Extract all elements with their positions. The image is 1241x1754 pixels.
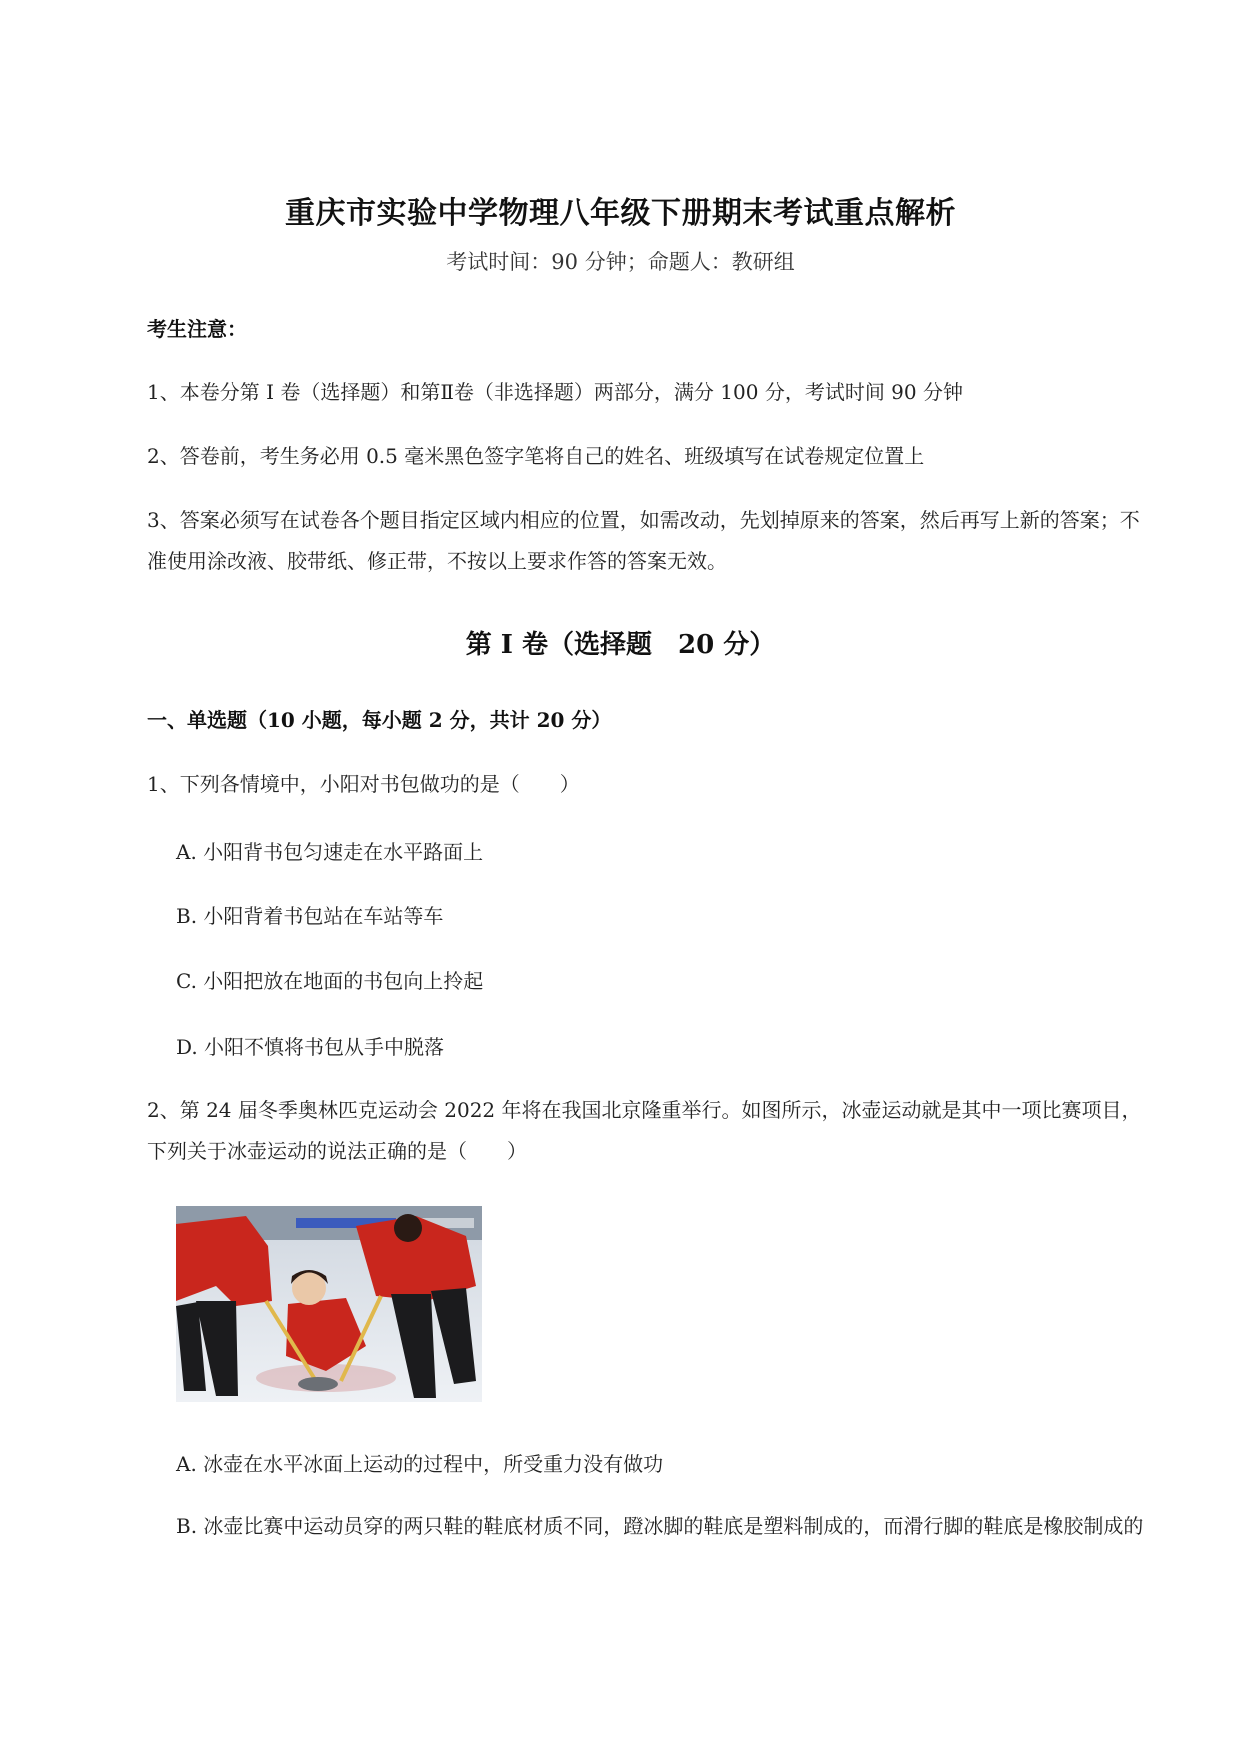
exam-subtitle: 考试时间：90 分钟；命题人：教研组 bbox=[446, 250, 795, 274]
question-1-stem: 1、下列各情境中，小阳对书包做功的是（ ） bbox=[147, 772, 580, 796]
question-1-option-a: A. 小阳背书包匀速走在水平路面上 bbox=[176, 840, 484, 864]
question-1-option-c: C. 小阳把放在地面的书包向上拎起 bbox=[176, 969, 484, 993]
notice-item-2: 2、答卷前，考生务必用 0.5 毫米黑色签字笔将自己的姓名、班级填写在试卷规定位置上 bbox=[147, 444, 925, 468]
exam-title: 重庆市实验中学物理八年级下册期末考试重点解析 bbox=[285, 196, 956, 231]
question-2-stem: 2、第 24 届冬季奥林匹克运动会 2022 年将在我国北京隆重举行。如图所示，冰壶运动就是其中一项比赛项目，下列关于冰壶运动的说法正确的是（ ） bbox=[147, 1098, 1142, 1163]
question-2-option-a: A. 冰壶在水平冰面上运动的过程中，所受重力没有做功 bbox=[176, 1452, 664, 1476]
question-1-option-d: D. 小阳不慎将书包从手中脱落 bbox=[176, 1035, 445, 1059]
notice-heading: 考生注意： bbox=[147, 317, 247, 341]
question-2-option-b: B. 冰壶比赛中运动员穿的两只鞋的鞋底材质不同，蹬冰脚的鞋底是塑料制成的，而滑行脚的鞋底是橡胶制成的 bbox=[176, 1514, 1144, 1538]
curling-photo bbox=[176, 1206, 482, 1402]
part-heading: 一、单选题（10 小题，每小题 2 分，共计 20 分） bbox=[147, 708, 612, 732]
notice-item-1: 1、本卷分第 I 卷（选择题）和第Ⅱ卷（非选择题）两部分，满分 100 分，考试时间 90 分钟 bbox=[147, 380, 963, 404]
question-1-option-b: B. 小阳背着书包站在车站等车 bbox=[176, 904, 444, 928]
notice-item-3: 3、答案必须写在试卷各个题目指定区域内相应的位置，如需改动，先划掉原来的答案，然后再写上新的答案；不准使用涂改液、胶带纸、修正带，不按以上要求作答的答案无效。 bbox=[147, 508, 1140, 573]
section-title: 第 I 卷（选择题 20 分） bbox=[465, 630, 776, 660]
